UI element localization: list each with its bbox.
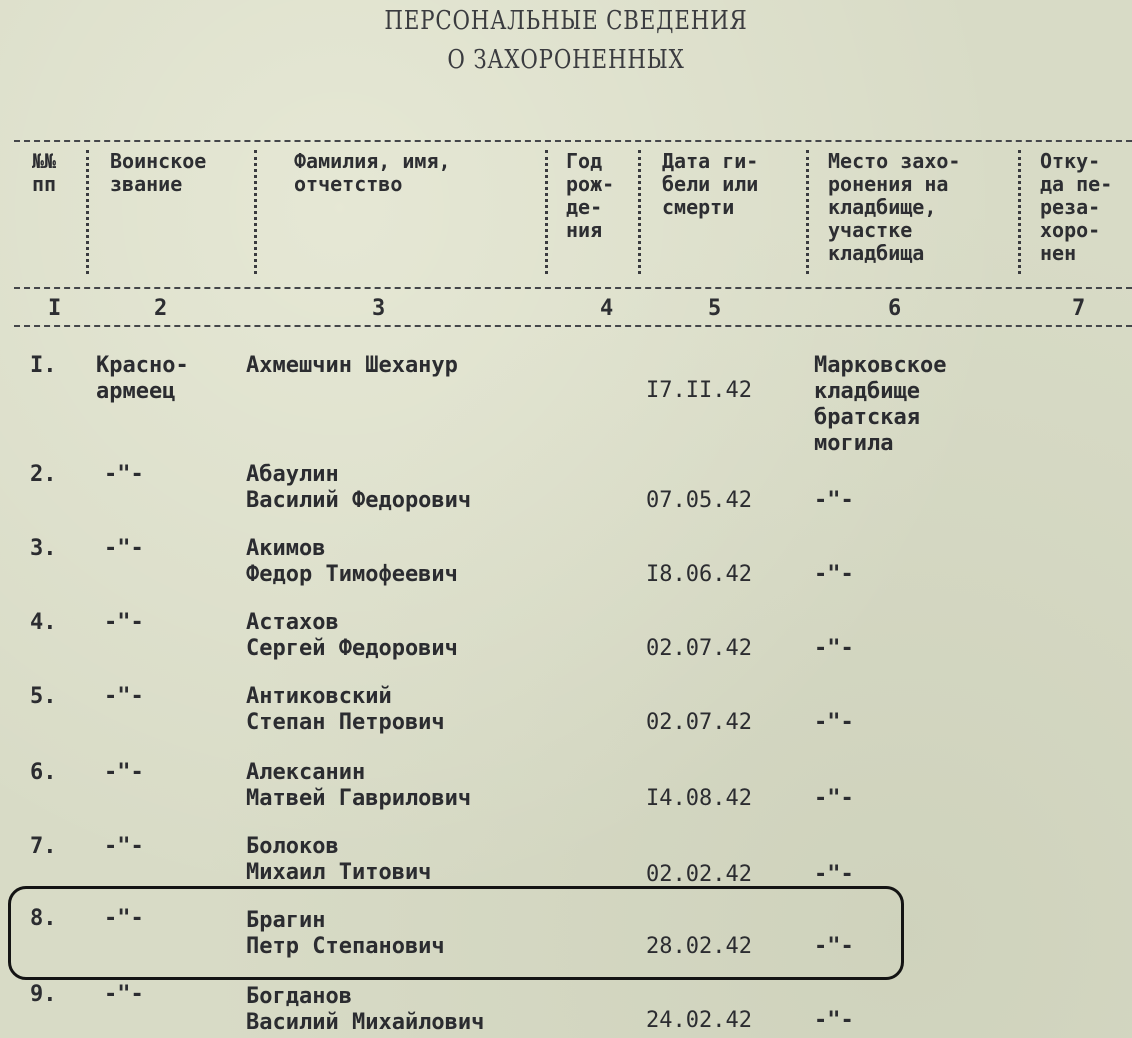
header-separator [86, 150, 89, 274]
row-burial-place: -"- [814, 862, 854, 887]
row-rank: -"- [104, 834, 144, 859]
col-header-number: №№ пп [32, 149, 57, 196]
header-separator [545, 150, 548, 274]
row-rank: -"- [104, 760, 144, 785]
row-death-date: 28.02.42 [646, 934, 752, 959]
col-number: 7 [1072, 296, 1086, 321]
row-highlight-box [8, 886, 904, 980]
col-header-rank: Воинское звание [110, 149, 207, 196]
row-number: I. [30, 353, 57, 378]
row-name: Ахмешчин Шеханур [246, 353, 458, 378]
header-top-rule [14, 140, 1132, 142]
header-mid-rule [14, 287, 1132, 289]
header-separator [1018, 150, 1021, 274]
row-death-date: 07.05.42 [646, 488, 752, 513]
row-death-date: I4.08.42 [646, 786, 752, 811]
row-number: 9. [30, 982, 57, 1007]
row-name: Алексанин Матвей Гаврилович [246, 760, 472, 811]
document-title-line1: ПЕРСОНАЛЬНЫЕ СВЕДЕНИЯ [384, 6, 748, 36]
col-number: 5 [708, 296, 722, 321]
row-name: Болоков Михаил Титович [246, 834, 432, 885]
row-rank: -"- [104, 906, 144, 931]
row-name: Антиковский Степан Петрович [246, 684, 445, 735]
row-death-date: 02.02.42 [646, 862, 752, 887]
row-name: Акимов Федор Тимофеевич [246, 536, 458, 587]
header-separator [806, 150, 809, 274]
row-number: 5. [30, 684, 57, 709]
row-rank: -"- [104, 684, 144, 709]
row-burial-place: -"- [814, 710, 854, 735]
row-number: 4. [30, 610, 57, 635]
row-rank: -"- [104, 462, 144, 487]
col-number: 2 [154, 296, 168, 321]
row-burial-place: -"- [814, 636, 854, 661]
header-bottom-rule [14, 325, 1132, 327]
col-header-birth-year: Год рож- де- ния [566, 149, 615, 242]
row-burial-place: Марковское кладбище братская могила [814, 353, 947, 456]
col-header-name: Фамилия, имя, отчетство [294, 149, 451, 196]
col-number: 3 [372, 296, 386, 321]
row-name: Абаулин Василий Федорович [246, 462, 472, 513]
row-number: 8. [30, 906, 57, 931]
row-name: Брагин Петр Степанович [246, 908, 445, 959]
row-burial-place: -"- [814, 488, 854, 513]
col-number: 6 [888, 296, 902, 321]
header-separator [254, 150, 257, 274]
row-burial-place: -"- [814, 1008, 854, 1033]
row-rank: -"- [104, 610, 144, 635]
row-name: Богданов Василий Михайлович [246, 984, 485, 1035]
col-header-burial-place: Место захо- ронения на кладбище, участке кладбища [828, 149, 961, 265]
col-header-death-date: Дата ги- бели или смерти [662, 149, 759, 219]
row-name: Астахов Сергей Федорович [246, 610, 458, 661]
row-number: 7. [30, 834, 57, 859]
row-death-date: 24.02.42 [646, 1008, 752, 1033]
col-number: I [48, 296, 62, 321]
header-separator [638, 150, 641, 274]
col-header-reburied-from: Отку- да пе- реза- хоро- нен [1040, 149, 1113, 265]
row-burial-place: -"- [814, 562, 854, 587]
row-death-date: I7.II.42 [646, 378, 752, 403]
row-number: 3. [30, 536, 57, 561]
row-death-date: 02.07.42 [646, 710, 752, 735]
row-burial-place: -"- [814, 934, 854, 959]
document-title-line2: О ЗАХОРОНЕННЫХ [447, 45, 685, 75]
row-death-date: 02.07.42 [646, 636, 752, 661]
row-death-date: I8.06.42 [646, 562, 752, 587]
row-rank: -"- [104, 982, 144, 1007]
row-rank: Красно- армеец [96, 353, 189, 404]
row-number: 2. [30, 462, 57, 487]
row-rank: -"- [104, 536, 144, 561]
row-number: 6. [30, 760, 57, 785]
row-burial-place: -"- [814, 786, 854, 811]
col-number: 4 [600, 296, 614, 321]
